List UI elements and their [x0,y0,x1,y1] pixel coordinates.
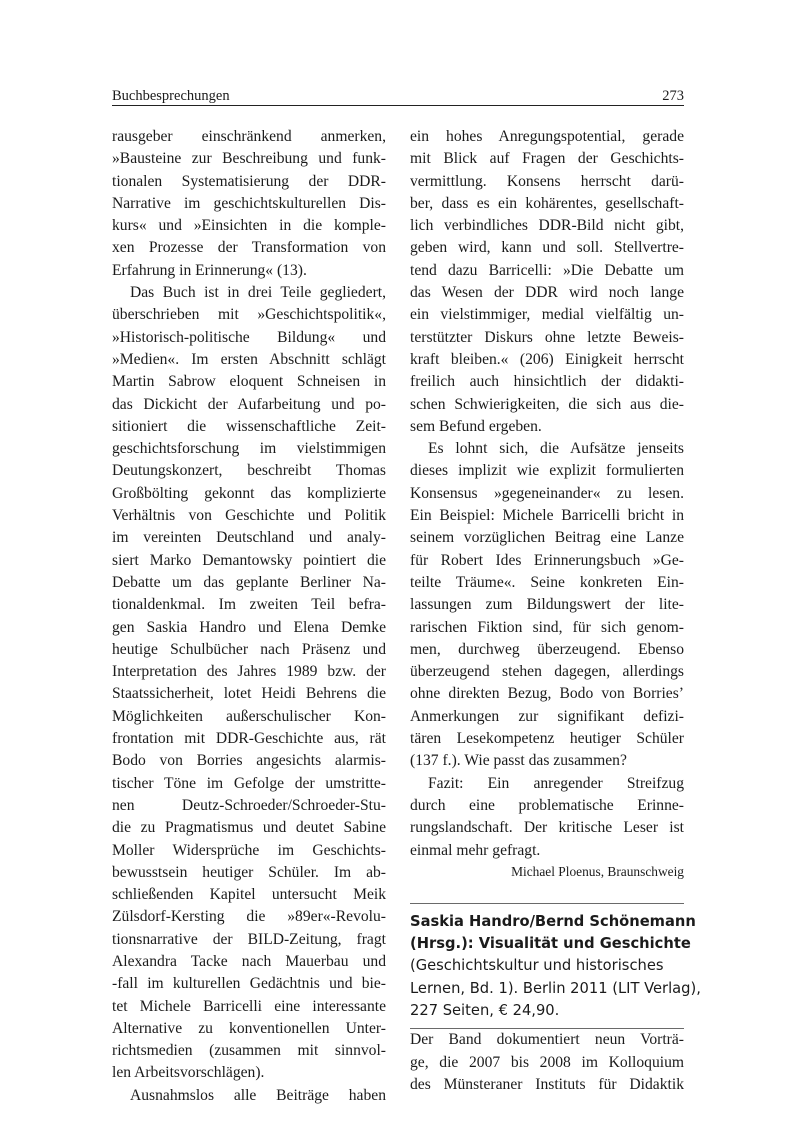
text-line: tionaldenkmal. Im zweiten Teil befra- [112,596,386,614]
text-line: Bodo von Borries angesichts alarmis- [112,752,386,770]
text-line: heutige Schulbücher nach Präsenz und [112,640,386,658]
book-title: (Hrsg.): Visualität und Geschichte [410,935,691,953]
text-line: Erfahrung in Erinnerung« (13). [112,261,307,279]
text-line: gen Saskia Handro und Elena Demke [112,618,386,636]
text-line: sem Befund ergeben. [410,417,542,435]
book-pages-price: 227 Seiten, € 24,90. [410,1001,560,1019]
text-line: die zu Pragmatismus und deutet Sabine [112,819,386,837]
text-line: geschichtsforschung im vielstimmigen [112,440,386,458]
text-line: Debatte um das geplante Berliner Na- [112,573,386,591]
reviewer-signature: Michael Ploenus, Braunschweig [511,863,684,879]
text-line: das Wesen der DDR wird noch lange [410,284,684,302]
paragraph-contrast [410,438,684,772]
running-header [112,87,684,105]
text-line: Martin Sabrow eloquent Schneisen in [112,373,386,391]
section-title: Buchbesprechungen [112,88,230,104]
text-line: -fall im kulturellen Gedächtnis und bie- [112,975,386,993]
text-line: ein vielstimmiger, medial vielfältig un- [410,306,684,324]
text-line: terstützter Diskurs ohne letzte Beweis- [410,328,684,346]
text-line: Konsensus »gegeneinander« zu lesen. [410,484,684,502]
text-line: Ein Beispiel: Michele Barricelli bricht in [410,507,684,525]
text-line: freilich auch hinsichtlich der didakti- [410,373,684,391]
text-line: Es lohnt sich, die Aufsätze jenseits [428,440,684,458]
text-line: ber, dass es ein kohärentes, gesellschaft- [410,194,684,212]
text-line: rungslandschaft. Der kritische Leser ist [410,819,684,837]
text-line: des Münsteraner Instituts für Didaktik [410,1075,684,1093]
text-line: »Historisch-politische Bildung« und [112,328,386,346]
text-line: Narrative im geschichtskulturellen Dis- [112,194,386,212]
text-line: Fazit: Ein anregender Streifzug [428,774,684,792]
page-number: 273 [662,88,684,104]
paragraph-structure [112,282,386,1085]
right-column [410,126,701,1096]
paragraph-intro-quote [112,126,386,282]
book-editors: Saskia Handro/Bernd Schönemann [410,912,696,930]
paragraph-assessment [112,1085,386,1107]
paragraph-assessment-continued [410,126,684,438]
paragraph-new-review [410,1029,684,1096]
text-line: schließenden Kapitel untersucht Meik [112,886,386,904]
text-line: mit Blick auf Fragen der Geschichts- [410,150,684,168]
book-publication: Lernen, Bd. 1). Berlin 2011 (LIT Verlag), [410,979,701,997]
paragraph-conclusion [410,773,684,862]
text-line: bewusstsein heutiger Schüler. Im ab- [112,863,386,881]
text-line: Anmerkungen zur signifikant defizi- [410,707,684,725]
text-line: teilte Träume«. Seine konkreten Ein- [410,573,684,591]
text-line: Verhältnis von Geschichte und Politik [112,507,386,525]
book-series: (Geschichtskultur und historisches [410,957,664,975]
text-line: richtsmedien (zusammen mit sinnvol- [112,1042,386,1060]
text-line: rausgeber einschränkend anmerken, [112,128,386,145]
text-line: Der Band dokumentiert neun Vorträ- [410,1031,684,1049]
text-line: für Robert Ides Erinnerungsbuch »Ge- [410,551,684,569]
text-line: »Medien«. Im ersten Abschnitt schlägt [112,350,386,368]
text-line: durch eine problematische Erinne- [410,796,684,814]
text-line: rarischen Fiktion sind, für sich genom- [410,618,684,636]
text-line: sitioniert die wissenschaftliche Zeit- [112,417,386,435]
text-line: Möglichkeiten außerschulischer Kon- [112,707,386,725]
text-line: tionsnarrative der BILD-Zeitung, fragt [112,930,386,948]
text-line: Großbölting gekonnt das komplizierte [112,484,386,502]
book-citation-block [410,903,701,1029]
text-line: kraft bleiben.« (206) Einigkeit herrscht [410,350,684,368]
text-line: tet Michele Barricelli eine interessante [112,997,386,1015]
text-line: lassungen zum Bildungswert der lite- [410,596,684,614]
text-line: xen Prozesse der Transformation von [112,239,386,257]
text-line: Deutungskonzert, beschreibt Thomas [112,462,386,480]
text-line: len Arbeitsvorschlägen). [112,1064,265,1082]
text-line: men, durchweg überzeugend. Ebenso [410,640,684,658]
text-line: (137 f.). Wie passt das zusammen? [410,752,627,770]
text-line: geben wird, kann und soll. Stellvertre- [410,239,684,257]
text-line: tischer Töne im Gefolge der umstritte- [112,774,386,792]
text-line: Staatssicherheit, lotet Heidi Behrens die [112,685,386,703]
text-line: vermittlung. Konsens herrscht darü- [410,172,684,190]
text-line: Zülsdorf-Kersting die »89er«-Revolu- [112,908,386,926]
text-line: ge, die 2007 bis 2008 im Kolloquium [410,1053,684,1071]
text-line: schen Schwierigkeiten, die sich aus die- [410,395,684,413]
text-line: tären Lesekompetenz heutiger Schüler [410,730,684,748]
left-column [112,126,386,1107]
text-line: frontation mit DDR-Geschichte aus, rät [112,730,386,748]
text-line: ohne direkten Bezug, Bodo von Borries’ [410,685,684,703]
text-line: seinem vorzüglichen Beitrag eine Lanze [410,529,684,547]
text-line: einmal mehr gefragt. [410,841,541,859]
text-line: kurs« und »Einsichten in die komple- [112,217,386,235]
text-line: tionalen Systematisierung der DDR- [112,172,386,190]
text-line: »Bausteine zur Beschreibung und funk- [112,150,386,168]
text-line: dieses implizit wie explizit formulierten [410,462,684,480]
text-line: im vereinten Deutschland und analy- [112,529,386,547]
text-line: Das Buch ist in drei Teile gegliedert, [130,284,386,302]
text-line: siert Marko Demantowsky pointiert die [112,551,386,569]
text-line: Ausnahmslos alle Beiträge haben [130,1086,386,1104]
text-line: Moller Widersprüche im Geschichts- [112,841,386,859]
text-line: Alexandra Tacke nach Mauerbau und [112,952,386,970]
text-line: Interpretation des Jahres 1989 bzw. der [112,663,386,681]
header-rule [112,105,684,106]
text-line: nen Deutz-Schroeder/Schroeder-Stu- [112,796,386,814]
text-line: das Dickicht der Aufarbeitung und po- [112,395,386,413]
text-line: überschrieben mit »Geschichtspolitik«, [112,306,386,324]
text-line: Alternative zu konventionellen Unter- [112,1019,386,1037]
text-line: tend dazu Barricelli: »Die Debatte um [410,261,684,279]
text-line: ein hohes Anregungspotential, gerade [410,128,684,145]
text-line: lich verbindliches DDR-Bild nicht gibt, [410,217,684,235]
text-line: überzeugend stehen dagegen, allerdings [410,663,684,681]
